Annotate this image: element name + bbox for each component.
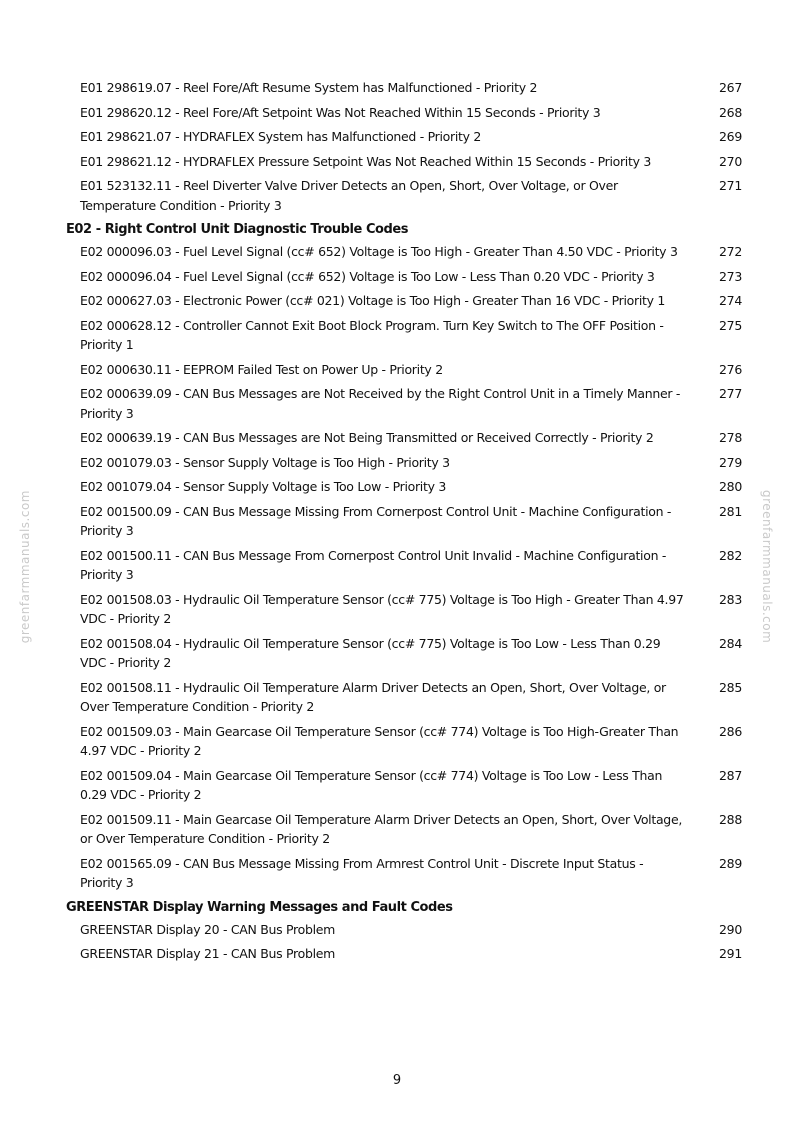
toc-entry-title[interactable]: E02 000630.11 - EEPROM Failed Test on Power Up - Priority 2 xyxy=(80,361,443,377)
toc-entry-title[interactable]: E02 001508.04 - Hydraulic Oil Temperature Sensor (cc# 775) Voltage is Too Low - Less Than 0.29 VDC - Priority 2 xyxy=(80,635,661,670)
toc-entry[interactable] xyxy=(0,453,794,473)
toc-entry[interactable] xyxy=(0,634,794,673)
toc-entry-page[interactable]: 272 xyxy=(719,244,742,259)
toc-entry-page[interactable]: 287 xyxy=(719,767,742,783)
toc-entry-page[interactable]: 276 xyxy=(719,361,742,377)
toc-entry[interactable] xyxy=(0,152,794,172)
toc-entry-title[interactable]: E02 001509.03 - Main Gearcase Oil Temperature Sensor (cc# 774) Voltage is Too High-Greater Than 4.97 VDC - Priority 2 xyxy=(80,723,679,758)
toc-entry-title[interactable]: E02 000096.03 - Fuel Level Signal (cc# 652) Voltage is Too High - Greater Than 4.50 VDC - Priority 3 xyxy=(80,244,678,259)
toc-entry-page[interactable]: 271 xyxy=(719,178,742,193)
toc-entry[interactable] xyxy=(0,810,794,849)
toc-entry[interactable] xyxy=(0,176,794,215)
toc-entry-title[interactable]: GREENSTAR Display 21 - CAN Bus Problem xyxy=(80,946,336,961)
toc-entry[interactable] xyxy=(0,291,794,311)
toc-entry[interactable] xyxy=(0,590,794,629)
watermark-right: greenfarmmanuals.com xyxy=(760,490,774,644)
toc-entry-title[interactable]: E01 298620.12 - Reel Fore/Aft Setpoint Was Not Reached Within 15 Seconds - Priority 3 xyxy=(80,104,601,120)
section-heading: E02 - Right Control Unit Diagnostic Trouble Codes xyxy=(66,222,409,237)
toc-entry-page[interactable]: 281 xyxy=(719,503,742,519)
watermark-left: greenfarmmanuals.com xyxy=(18,490,32,644)
toc-entry-page[interactable]: 285 xyxy=(719,679,742,695)
toc-entry-title[interactable]: E02 001509.04 - Main Gearcase Oil Temperature Sensor (cc# 774) Voltage is Too Low - Less Than 0.29 VDC - Priority 2 xyxy=(80,767,663,802)
toc-entry-page[interactable]: 283 xyxy=(719,591,742,607)
toc-entry-title[interactable]: E02 000639.09 - CAN Bus Messages are Not Received by the Right Control Unit in a Timely Manner - Priority 3 xyxy=(80,386,681,421)
toc-entry-title[interactable]: E02 001500.09 - CAN Bus Message Missing From Cornerpost Control Unit - Machine Configuration - Priority 3 xyxy=(80,503,672,538)
toc-entry-title[interactable]: E01 298621.07 - HYDRAFLEX System has Malfunctioned - Priority 2 xyxy=(80,129,482,144)
toc-entry-title[interactable]: E02 000639.19 - CAN Bus Messages are Not Being Transmitted or Received Correctly - Priority 2 xyxy=(80,430,654,445)
toc-entry[interactable] xyxy=(0,316,794,355)
toc-entry[interactable] xyxy=(0,920,794,940)
toc-entry-title[interactable]: E01 298619.07 - Reel Fore/Aft Resume System has Malfunctioned - Priority 2 xyxy=(80,80,538,95)
toc-entry-page[interactable]: 278 xyxy=(719,430,742,445)
toc-entry[interactable] xyxy=(0,360,794,380)
toc-entry-page[interactable]: 289 xyxy=(719,855,742,871)
toc-entry-title[interactable]: E02 001079.04 - Sensor Supply Voltage is Too Low - Priority 3 xyxy=(80,479,447,494)
toc-entry-page[interactable]: 280 xyxy=(719,479,742,494)
toc-entry-title[interactable]: GREENSTAR Display 20 - CAN Bus Problem xyxy=(80,921,336,937)
toc-entry[interactable] xyxy=(0,678,794,717)
toc-entry-title[interactable]: E02 000628.12 - Controller Cannot Exit Boot Block Program. Turn Key Switch to The OFF Position - Priority 1 xyxy=(80,317,664,352)
toc-entry-page[interactable]: 291 xyxy=(719,946,742,961)
toc-entry-page[interactable]: 274 xyxy=(719,293,742,308)
toc-entry-title[interactable]: E02 001508.11 - Hydraulic Oil Temperature Alarm Driver Detects an Open, Short, Over Voltage, or Over Temperature Condition - Priority 2 xyxy=(80,679,666,714)
toc-entry-page[interactable]: 277 xyxy=(719,386,742,401)
toc-entry[interactable] xyxy=(0,766,794,805)
toc-entry[interactable] xyxy=(0,428,794,448)
toc-entry-page[interactable]: 286 xyxy=(719,723,742,739)
toc-entry-page[interactable]: 268 xyxy=(719,104,742,120)
toc-entry[interactable] xyxy=(0,502,794,541)
toc-entry-title[interactable]: E02 001079.03 - Sensor Supply Voltage is Too High - Priority 3 xyxy=(80,454,450,470)
toc-entry-page[interactable]: 288 xyxy=(719,811,742,827)
toc-entry-page[interactable]: 282 xyxy=(719,547,742,563)
toc-entry-title[interactable]: E02 000096.04 - Fuel Level Signal (cc# 652) Voltage is Too Low - Less Than 0.20 VDC - Priority 3 xyxy=(80,268,655,284)
toc-entry-page[interactable]: 279 xyxy=(719,454,742,470)
toc-entry-title[interactable]: E02 001509.11 - Main Gearcase Oil Temperature Alarm Driver Detects an Open, Short, Over Voltage, or Over Temperature Condition - Priority 2 xyxy=(80,811,683,846)
toc-entry-title[interactable]: E01 298621.12 - HYDRAFLEX Pressure Setpoint Was Not Reached Within 15 Seconds - Priority 3 xyxy=(80,153,651,169)
toc-entry-page[interactable]: 290 xyxy=(719,921,742,937)
toc-entry[interactable] xyxy=(0,722,794,761)
toc-entry[interactable] xyxy=(0,477,794,497)
toc-entry-title[interactable]: E02 001508.03 - Hydraulic Oil Temperature Sensor (cc# 775) Voltage is Too High - Greater Than 4.97 VDC - Priority 2 xyxy=(80,591,684,626)
toc-entry-title[interactable]: E02 001565.09 - CAN Bus Message Missing From Armrest Control Unit - Discrete Input Status - Priority 3 xyxy=(80,855,644,890)
toc-entry-title[interactable]: E02 000627.03 - Electronic Power (cc# 021) Voltage is Too High - Greater Than 16 VDC - Priority 1 xyxy=(80,293,666,308)
page-number: 9 xyxy=(392,1073,402,1088)
table-of-contents xyxy=(0,78,794,969)
toc-entry-page[interactable]: 269 xyxy=(719,129,742,144)
toc-entry-page[interactable]: 284 xyxy=(719,635,742,651)
toc-entry[interactable] xyxy=(0,78,794,98)
toc-entry-page[interactable]: 275 xyxy=(719,317,742,333)
toc-entry-title[interactable]: E02 001500.11 - CAN Bus Message From Cornerpost Control Unit Invalid - Machine Configuration - Priority 3 xyxy=(80,547,667,582)
toc-entry[interactable] xyxy=(0,127,794,147)
toc-entry-page[interactable]: 267 xyxy=(719,80,742,95)
toc-entry[interactable] xyxy=(0,242,794,262)
toc-entry[interactable] xyxy=(0,103,794,123)
toc-entry-title[interactable]: E01 523132.11 - Reel Diverter Valve Driver Detects an Open, Short, Over Voltage, or Over Temperature Condition - Priority 3 xyxy=(80,178,618,213)
toc-entry-page[interactable]: 270 xyxy=(719,153,742,169)
toc-entry-page[interactable]: 273 xyxy=(719,268,742,284)
toc-entry[interactable] xyxy=(0,944,794,964)
toc-entry[interactable] xyxy=(0,854,794,893)
section-heading: GREENSTAR Display Warning Messages and Fault Codes xyxy=(66,899,453,915)
toc-entry[interactable] xyxy=(0,546,794,585)
toc-entry[interactable] xyxy=(0,267,794,287)
toc-entry[interactable] xyxy=(0,384,794,423)
